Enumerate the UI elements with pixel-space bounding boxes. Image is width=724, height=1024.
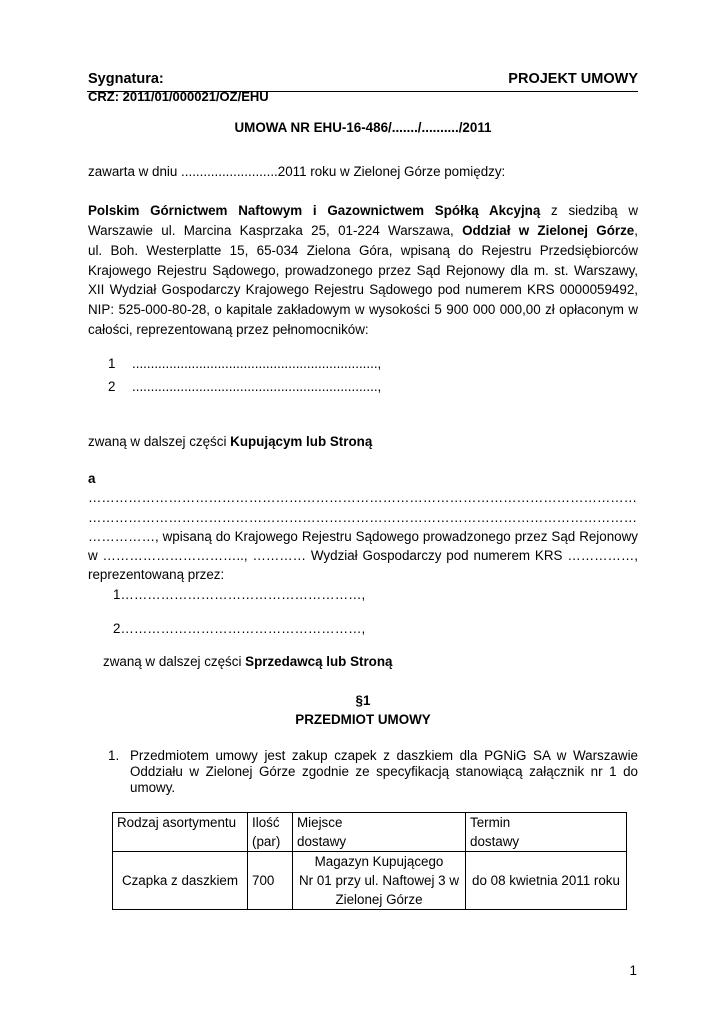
- buyer-line-4: Krajowego Rejestru Sądowego, prowadzonego przez Sąd Rejonowy dla m. st. Warszawy,: [88, 263, 638, 278]
- product-name: Czapka z daszkiem: [121, 873, 239, 888]
- seller-called-line: [103, 654, 393, 669]
- header-cell-deadline: [466, 813, 627, 852]
- buyer-called-prefix: zwaną w dalszej części: [88, 434, 231, 449]
- place-line-1: Magazyn Kupującego: [314, 854, 444, 869]
- buyer-line-7: całości, reprezentowaną przez pełnomocników:: [88, 322, 369, 337]
- buyer-branch: Oddział w Zielonej Górze: [462, 223, 635, 238]
- buyer-line-1-rest: z siedzibą w: [551, 203, 638, 218]
- intro-line: zawarta w dniu ..........................2011 roku w Zielonej Górze pomiędzy:: [88, 164, 506, 179]
- and-label: a: [88, 471, 96, 486]
- header-cell-place: [293, 813, 466, 852]
- cell-product: [113, 852, 248, 910]
- header-place-label-1: Miejsce: [297, 815, 343, 830]
- cell-deadline: [466, 852, 627, 910]
- cell-quantity: [248, 852, 293, 910]
- specification-table: [112, 812, 627, 910]
- header-quantity-label: Ilość: [252, 815, 280, 830]
- buyer-rep-2-number: 2: [108, 379, 116, 394]
- delivery-deadline: do 08 kwietnia 2011 roku: [472, 873, 620, 888]
- section-item-line-2: Oddziału w Zielonej Górze zgodnie ze specyfikacją stanowiącą załącznik nr 1 do: [130, 764, 638, 779]
- place-line-3: Zielonej Górze: [335, 892, 423, 907]
- seller-rep-2: 2………………………………………………,: [113, 621, 366, 636]
- buyer-rep-1-number: 1: [108, 356, 116, 371]
- buyer-name: Polskim Górnictwem Naftowym i Gazownictwem Spółką Akcyjną: [88, 203, 541, 218]
- crz-number: CRZ: 2011/01/000021/OZ/EHU: [88, 89, 269, 104]
- seller-rep-1: 1………………………………………………,: [113, 587, 366, 602]
- contract-title: UMOWA NR EHU-16-486/......./........../2011: [234, 120, 492, 135]
- product-quantity: 700: [252, 873, 275, 888]
- seller-dots-line-2: ……………………………………………………………………………………………………………: [88, 510, 638, 525]
- header-deadline-label-1: Termin: [470, 815, 511, 830]
- header-assortment-label: Rodzaj asortymentu: [117, 815, 237, 830]
- buyer-line-1: [88, 203, 638, 218]
- seller-register-line-1: ……………, wpisaną do Krajowego Rejestru Sądowego prowadzonego przez Sąd Rejonowy: [88, 529, 638, 544]
- buyer-line-6: NIP: 525-000-80-28, o kapitale zakładowym w wysokości 5 900 000 000,00 zł opłaconym w: [88, 302, 638, 317]
- buyer-called-name: Kupującym lub Stroną: [230, 434, 373, 449]
- header-deadline-label-2: dostawy: [470, 834, 520, 849]
- seller-called-prefix: zwaną w dalszej części: [103, 654, 246, 669]
- cell-place: [293, 852, 466, 910]
- section-title: PRZEDMIOT UMOWY: [295, 712, 431, 727]
- buyer-called-line: [88, 434, 638, 449]
- document-type-label: PROJEKT UMOWY: [508, 71, 638, 87]
- signature-label: Sygnatura:: [88, 71, 164, 87]
- section-number: §1: [355, 693, 371, 708]
- section-item-line-1: Przedmiotem umowy jest zakup czapek z daszkiem dla PGNiG SA w Warszawie: [130, 748, 638, 763]
- section-item-number: 1.: [108, 748, 120, 763]
- header-cell-assortment: [113, 813, 248, 852]
- buyer-rep-1-dots: ..................................................................,: [132, 356, 382, 371]
- buyer-address: Warszawie ul. Marcina Kasprzaka 25, 01-224 Warszawa,: [88, 223, 454, 238]
- buyer-line-2-comma: ,: [634, 223, 638, 238]
- header-cell-quantity: [248, 813, 293, 852]
- seller-called-name: Sprzedawcą lub Stroną: [245, 654, 393, 669]
- header-place-label-2: dostawy: [297, 834, 347, 849]
- buyer-line-2: [88, 223, 638, 238]
- table-row: [113, 852, 627, 910]
- section-item-line-3: umowy.: [130, 780, 176, 795]
- buyer-rep-2-dots: ..................................................................,: [132, 379, 382, 394]
- place-line-2: Nr 01 przy ul. Naftowej 3 w: [298, 873, 459, 888]
- seller-register-line-2: w ………………………….., ………… Wydział Gospodarczy pod numerem KRS ……………,: [88, 548, 638, 563]
- header-quantity-unit: (par): [252, 834, 281, 849]
- seller-dots-line-1: ……………………………………………………………………………………………………………: [88, 490, 638, 505]
- page-number: 1: [629, 963, 637, 978]
- buyer-line-3: ul. Boh. Westerplatte 15, 65-034 Zielona Góra, wpisaną do Rejestru Przedsiębiorców: [88, 243, 638, 258]
- table-header-row: [113, 813, 627, 852]
- buyer-line-5: XII Wydział Gospodarczy Krajowego Rejestru Sądowego pod numerem KRS 0000059492,: [88, 282, 638, 297]
- seller-rep-label: reprezentowaną przez:: [88, 567, 225, 582]
